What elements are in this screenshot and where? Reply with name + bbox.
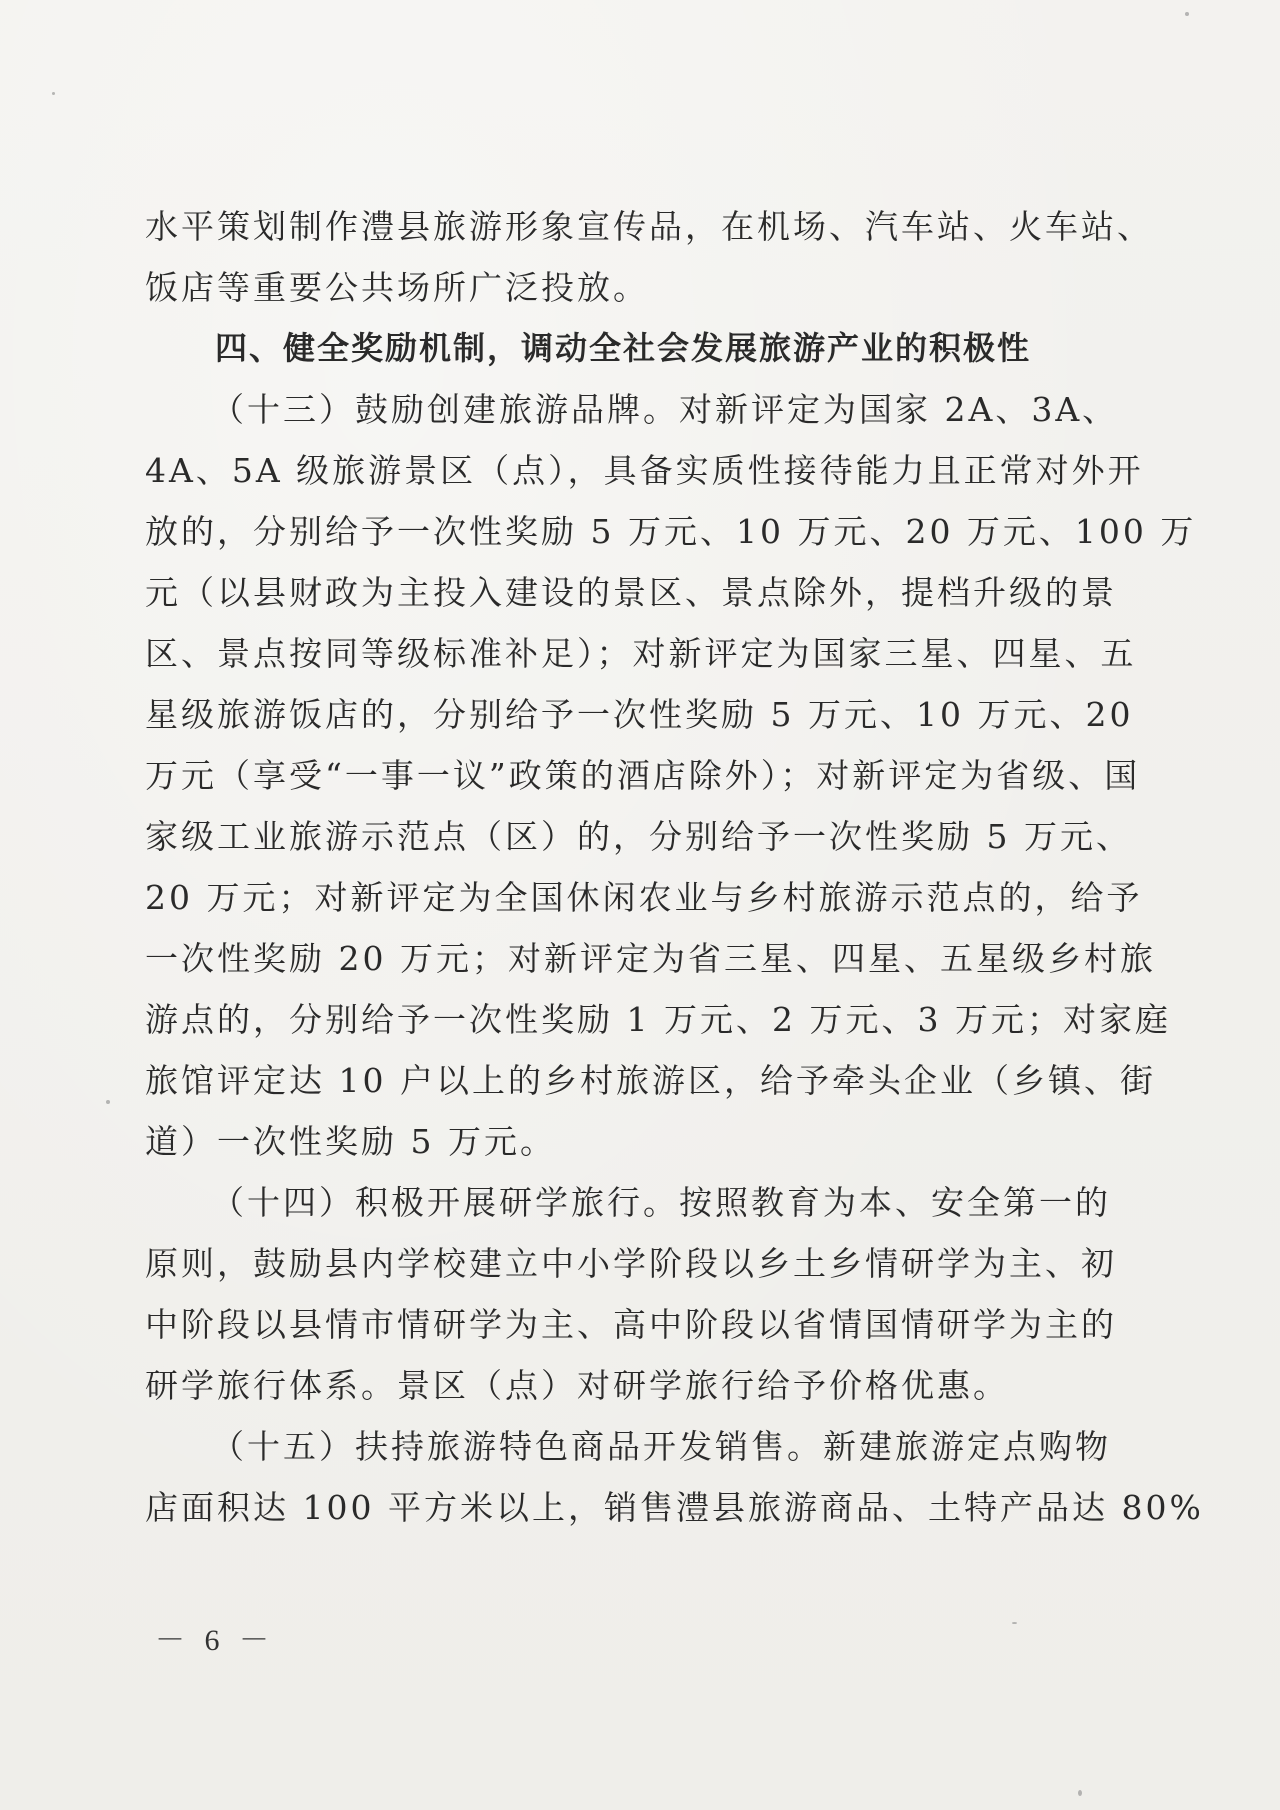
text-line: 道）一次性奖励 5 万元。 (145, 1122, 556, 1161)
section-heading: 四、健全奖励机制，调动全社会发展旅游产业的积极性 (215, 329, 1032, 367)
text-line: 水平策划制作澧县旅游形象宣传品，在机场、汽车站、火车站、 (145, 207, 1153, 246)
text-line: 旅馆评定达 10 户以上的乡村旅游区，给予牵头企业（乡镇、街 (145, 1061, 1156, 1100)
text-line: 星级旅游饭店的，分别给予一次性奖励 5 万元、10 万元、20 (145, 695, 1134, 734)
scan-speck (1078, 1790, 1082, 1796)
text-line: 放的，分别给予一次性奖励 5 万元、10 万元、20 万元、100 万 (145, 512, 1197, 551)
text-line: 研学旅行体系。景区（点）对研学旅行给予价格优惠。 (145, 1366, 1009, 1405)
page-number: － 6 － (155, 1624, 275, 1657)
scan-speck (1185, 12, 1189, 16)
text-line: 区、景点按同等级标准补足）；对新评定为国家三星、四星、五 (145, 634, 1137, 673)
scan-speck (52, 92, 55, 95)
text-line: （十三）鼓励创建旅游品牌。对新评定为国家 2A、3A、 (211, 390, 1119, 429)
text-line: 万元（享受“一事一议”政策的酒店除外）；对新评定为省级、国 (145, 756, 1141, 795)
text-line: 饭店等重要公共场所广泛投放。 (145, 268, 649, 307)
text-line: 一次性奖励 20 万元；对新评定为省三星、四星、五星级乡村旅 (145, 939, 1156, 978)
text-line: 店面积达 100 平方米以上，销售澧县旅游商品、土特产品达 80% (145, 1488, 1204, 1527)
text-line: 家级工业旅游示范点（区）的，分别给予一次性奖励 5 万元、 (145, 817, 1132, 856)
scan-speck (1012, 1622, 1017, 1624)
text-line: 元（以县财政为主投入建设的景区、景点除外，提档升级的景 (145, 573, 1117, 612)
text-line: 中阶段以县情市情研学为主、高中阶段以省情国情研学为主的 (145, 1305, 1117, 1344)
body-text (145, 196, 1204, 1538)
text-line: 游点的，分别给予一次性奖励 1 万元、2 万元、3 万元；对家庭 (145, 1000, 1171, 1039)
text-line: 20 万元；对新评定为全国休闲农业与乡村旅游示范点的，给予 (145, 878, 1143, 917)
text-line: 4A、5A 级旅游景区（点），具备实质性接待能力且正常对外开 (145, 451, 1144, 490)
text-line: （十五）扶持旅游特色商品开发销售。新建旅游定点购物 (211, 1427, 1111, 1466)
text-line: 原则，鼓励县内学校建立中小学阶段以乡土乡情研学为主、初 (145, 1244, 1117, 1283)
text-line: （十四）积极开展研学旅行。按照教育为本、安全第一的 (211, 1183, 1111, 1222)
scan-speck (106, 1100, 110, 1104)
